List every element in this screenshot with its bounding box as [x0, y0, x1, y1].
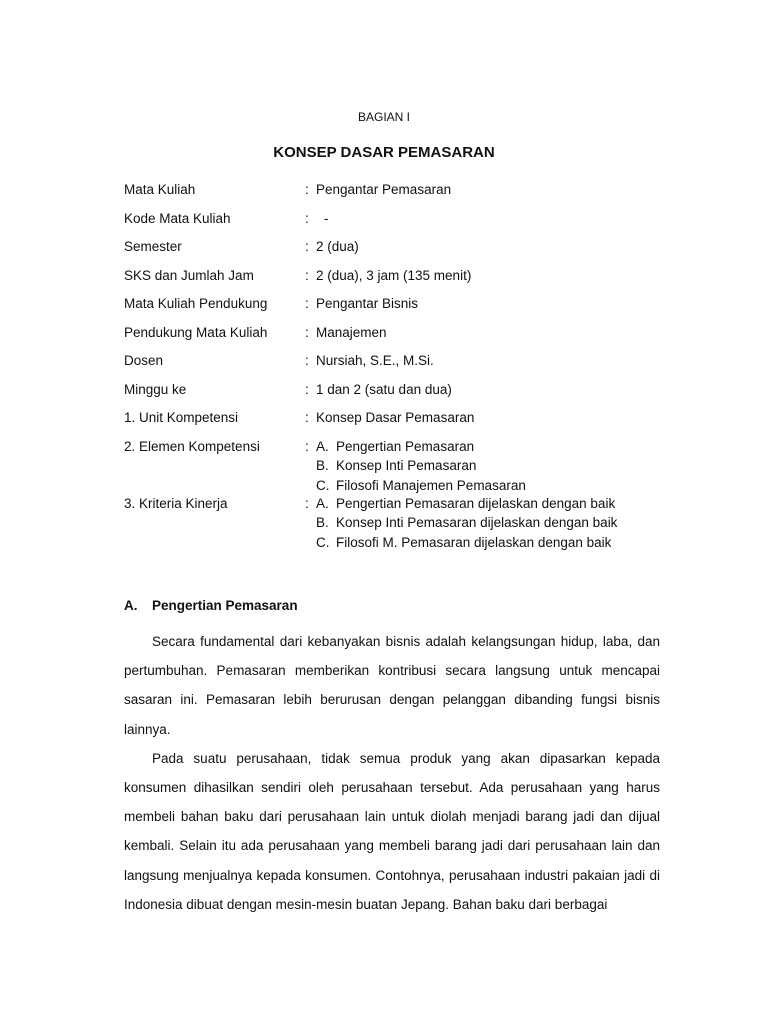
info-label: Semester [124, 239, 182, 254]
list-letter: B. [316, 515, 329, 530]
section-body [124, 627, 660, 919]
list-text: Filosofi M. Pemasaran dijelaskan dengan baik [336, 534, 612, 550]
info-label: 2. Elemen Kompetensi [124, 438, 260, 454]
list-text: Filosofi Manajemen Pemasaran [336, 477, 526, 493]
list-text: Pengertian Pemasaran [336, 438, 475, 454]
list-letter: A. [316, 495, 329, 511]
info-colon: : [305, 495, 309, 511]
info-value: 2 (dua) [316, 239, 359, 254]
list-item [316, 476, 526, 496]
paragraph: Secara fundamental dari kebanyakan bisnis adalah kelangsungan hidup, laba, dan pertumbuhan. Pemasaran memberikan kontribusi secara langsung untuk mencapai sasaran ini. Pemasaran lebih berurusan dengan pelanggan dibanding fungsi bisnis lainnya. [124, 634, 660, 737]
info-label: Mata Kuliah Pendukung [124, 296, 268, 311]
list-item [316, 533, 617, 553]
info-value: 2 (dua), 3 jam (135 menit) [316, 267, 472, 283]
section-title: Pengertian Pemasaran [152, 598, 298, 613]
info-colon: : [305, 410, 309, 425]
info-label: Mata Kuliah [124, 182, 196, 197]
info-colon: : [305, 296, 309, 311]
section-letter: A. [124, 598, 138, 613]
page-title: KONSEP DASAR PEMASARAN [273, 144, 495, 161]
info-colon: : [305, 438, 309, 454]
info-label: 3. Kriteria Kinerja [124, 495, 228, 511]
info-colon: : [305, 210, 309, 226]
list-item [316, 513, 617, 533]
info-value: Pengantar Bisnis [316, 296, 419, 311]
info-colon: : [305, 381, 309, 397]
info-value: Konsep Dasar Pemasaran [316, 410, 475, 425]
info-value: Pengantar Pemasaran [316, 182, 452, 197]
paragraph: Pada suatu perusahaan, tidak semua produk yang akan dipasarkan kepada konsumen dihasilkan sendiri oleh perusahaan tersebut. Ada perusahaan yang harus membeli bahan baku dari perusahaan lain untuk diolah menjadi barang jadi dan dijual kembali. Selain itu ada perusahaan yang membeli barang jadi dari perusahaan lain dan langsung menjualnya kepada konsumen. Contohnya, perusahaan industri pakaian jadi di Indonesia dibuat dengan mesin-mesin buatan Jepang. Bahan baku dari berbagai [124, 750, 660, 912]
info-label: Kode Mata Kuliah [124, 210, 231, 226]
info-colon: : [305, 353, 309, 368]
list-item [316, 494, 617, 514]
list-letter: A. [316, 438, 329, 454]
list-letter: C. [316, 534, 330, 550]
info-label: Pendukung Mata Kuliah [124, 324, 268, 340]
info-label: 1. Unit Kompetensi [124, 410, 239, 425]
info-colon: : [305, 267, 309, 283]
info-colon: : [305, 182, 309, 197]
list-letter: C. [316, 477, 330, 493]
list-text: Konsep Inti Pemasaran dijelaskan dengan baik [336, 515, 618, 530]
elemen-list [316, 437, 526, 496]
info-value: 1 dan 2 (satu dan dua) [316, 381, 452, 397]
kriteria-list [316, 494, 617, 553]
list-item [316, 456, 526, 476]
info-label: SKS dan Jumlah Jam [124, 267, 254, 283]
info-colon: : [305, 324, 309, 340]
list-text: Pengertian Pemasaran dijelaskan dengan baik [336, 495, 616, 511]
list-text: Konsep Inti Pemasaran [336, 458, 477, 473]
info-label: Dosen [124, 353, 164, 368]
info-colon: : [305, 239, 309, 254]
list-letter: B. [316, 458, 329, 473]
list-item [316, 437, 526, 457]
part-label: BAGIAN I [357, 110, 410, 124]
info-label: Minggu ke [124, 381, 187, 397]
info-value: - [324, 210, 329, 226]
info-value: Nursiah, S.E., M.Si. [316, 353, 434, 368]
section-heading [124, 598, 298, 613]
info-value: Manajemen [316, 324, 387, 340]
